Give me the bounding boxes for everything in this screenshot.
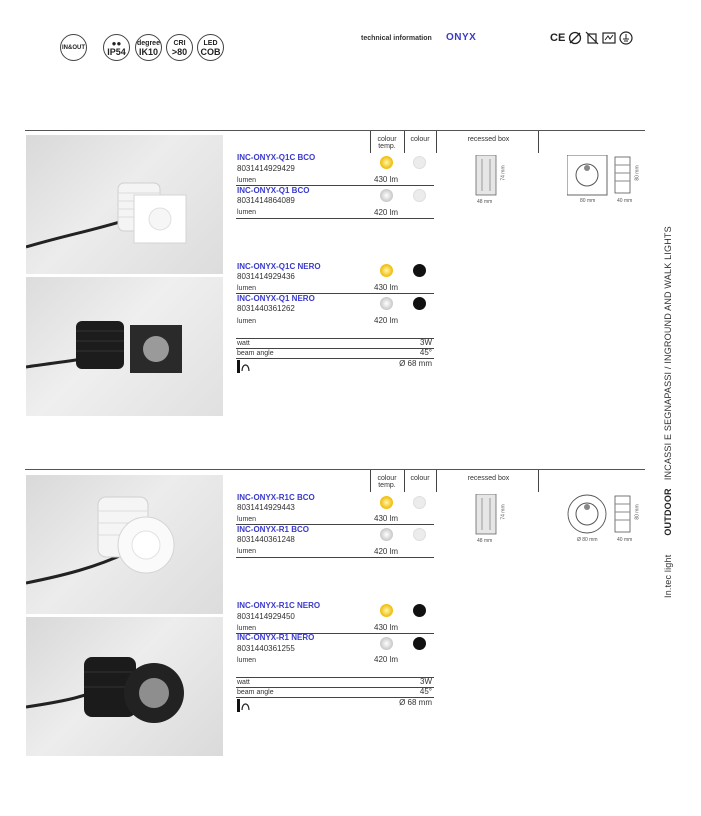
watt-label: watt	[237, 679, 250, 686]
lumen-value: 420 lm	[374, 547, 399, 556]
col-divider	[538, 470, 539, 492]
product-photo-square-black	[26, 277, 223, 416]
col-divider	[370, 470, 371, 492]
ean-code: 8031440361262	[237, 304, 295, 313]
ground-icon	[619, 31, 633, 45]
model-code: INC-ONYX-Q1 NERO	[237, 294, 315, 303]
section-divider	[25, 469, 645, 470]
row-divider	[236, 218, 434, 219]
beam-angle-value: 45°	[419, 687, 432, 696]
lumen-value: 420 lm	[374, 655, 399, 664]
ean-code: 8031414929429	[237, 164, 295, 173]
side-caption	[663, 226, 673, 598]
cool-temp-icon	[380, 297, 393, 310]
model-code: INC-ONYX-R1 NERO	[237, 633, 315, 642]
ean-code: 8031414864089	[237, 196, 295, 205]
black-colour-icon	[413, 264, 426, 277]
recessed-box-header: recessed box	[467, 475, 510, 482]
product-photo-square-white	[26, 135, 223, 274]
fixture-square-drawing	[567, 155, 639, 199]
beam-angle-label: beam angle	[237, 689, 274, 696]
in-out-icon: IN&OUT	[60, 34, 87, 61]
col-divider	[436, 470, 437, 492]
warm-temp-icon	[380, 156, 393, 169]
col-divider	[404, 131, 405, 153]
colour-temp-header: colour temp.	[377, 136, 397, 150]
box-height-dim: 74 mm	[500, 504, 507, 520]
side-width-dim: 40 mm	[617, 537, 633, 543]
front-diameter-dim: Ø 80 mm	[577, 537, 598, 543]
model-code: INC-ONYX-Q1 BCO	[237, 186, 310, 195]
hole-diameter-value: Ø 68 mm	[399, 698, 432, 707]
brand-name: In.tec light	[663, 554, 673, 598]
cool-temp-icon	[380, 528, 393, 541]
fixture-round-drawing	[567, 494, 639, 538]
model-code: INC-ONYX-R1 BCO	[237, 525, 310, 534]
product-photo-round-white	[26, 475, 223, 614]
black-colour-icon	[413, 604, 426, 617]
lumen-label: lumen	[237, 548, 257, 555]
model-code: INC-ONYX-R1C NERO	[237, 601, 321, 610]
watt-label: watt	[237, 340, 250, 347]
hole-diameter-value: Ø 68 mm	[399, 359, 432, 368]
ean-code: 8031440361255	[237, 644, 295, 653]
model-code: INC-ONYX-Q1C BCO	[237, 153, 316, 162]
no-bin-icon	[568, 31, 582, 45]
lumen-label: lumen	[237, 177, 257, 184]
category-subtitle: INCASSI E SEGNAPASSI / INGROUND AND WALK LIGHTS	[663, 226, 673, 481]
category-name: OUTDOOR	[663, 488, 673, 536]
col-divider	[538, 131, 539, 153]
hole-diameter-icon	[237, 360, 251, 373]
row-divider	[236, 557, 434, 558]
side-height-dim: 80 mm	[634, 504, 641, 520]
driver-icon	[602, 31, 616, 45]
colour-header: colour	[410, 136, 430, 143]
lumen-value: 430 lm	[374, 623, 399, 632]
col-divider	[436, 131, 437, 153]
model-code: INC-ONYX-Q1C NERO	[237, 262, 321, 271]
lumen-label: lumen	[237, 318, 257, 325]
front-width-dim: 80 mm	[580, 198, 596, 204]
colour-temp-header: colour temp.	[377, 475, 397, 489]
certification-icons	[550, 31, 633, 45]
warm-temp-icon	[380, 496, 393, 509]
cri-icon: CRI >80	[166, 34, 193, 61]
ean-code: 8031440361248	[237, 535, 295, 544]
technical-information-label: technical information	[361, 35, 432, 42]
recessed-box-header: recessed box	[467, 136, 510, 143]
warm-temp-icon	[380, 264, 393, 277]
box-height-dim: 74 mm	[500, 165, 507, 181]
col-divider	[404, 470, 405, 492]
watt-value: 3W	[420, 677, 432, 686]
black-colour-icon	[413, 297, 426, 310]
ip54-icon: ●● IP54	[103, 34, 130, 61]
white-colour-icon	[413, 156, 426, 169]
weee-bin-icon	[585, 31, 599, 45]
cool-temp-icon	[380, 637, 393, 650]
lumen-label: lumen	[237, 625, 257, 632]
ce-mark: CE	[550, 32, 566, 44]
lumen-value: 420 lm	[374, 316, 399, 325]
ean-code: 8031414929443	[237, 503, 295, 512]
lumen-value: 420 lm	[374, 208, 399, 217]
black-colour-icon	[413, 637, 426, 650]
beam-angle-value: 45°	[419, 348, 432, 357]
lumen-label: lumen	[237, 285, 257, 292]
section-divider	[25, 130, 645, 131]
warm-temp-icon	[380, 604, 393, 617]
beam-angle-label: beam angle	[237, 350, 274, 357]
hole-diameter-icon	[237, 699, 251, 712]
lumen-label: lumen	[237, 657, 257, 664]
side-height-dim: 80 mm	[634, 165, 641, 181]
col-divider	[370, 131, 371, 153]
model-code: INC-ONYX-R1C BCO	[237, 493, 315, 502]
lumen-value: 430 lm	[374, 283, 399, 292]
product-name: ONYX	[446, 32, 477, 43]
product-photo-round-black	[26, 617, 223, 756]
lumen-value: 430 lm	[374, 175, 399, 184]
watt-value: 3W	[420, 338, 432, 347]
white-colour-icon	[413, 189, 426, 202]
cool-temp-icon	[380, 189, 393, 202]
lumen-value: 430 lm	[374, 514, 399, 523]
ean-code: 8031414929436	[237, 272, 295, 281]
white-colour-icon	[413, 496, 426, 509]
lumen-label: lumen	[237, 516, 257, 523]
side-width-dim: 40 mm	[617, 198, 633, 204]
box-width-dim: 48 mm	[477, 538, 493, 544]
box-width-dim: 48 mm	[477, 199, 493, 205]
led-cob-icon: LED COB	[197, 34, 224, 61]
ean-code: 8031414929450	[237, 612, 295, 621]
white-colour-icon	[413, 528, 426, 541]
lumen-label: lumen	[237, 209, 257, 216]
ik10-icon: degree IK10	[135, 34, 162, 61]
colour-header: colour	[410, 475, 430, 482]
